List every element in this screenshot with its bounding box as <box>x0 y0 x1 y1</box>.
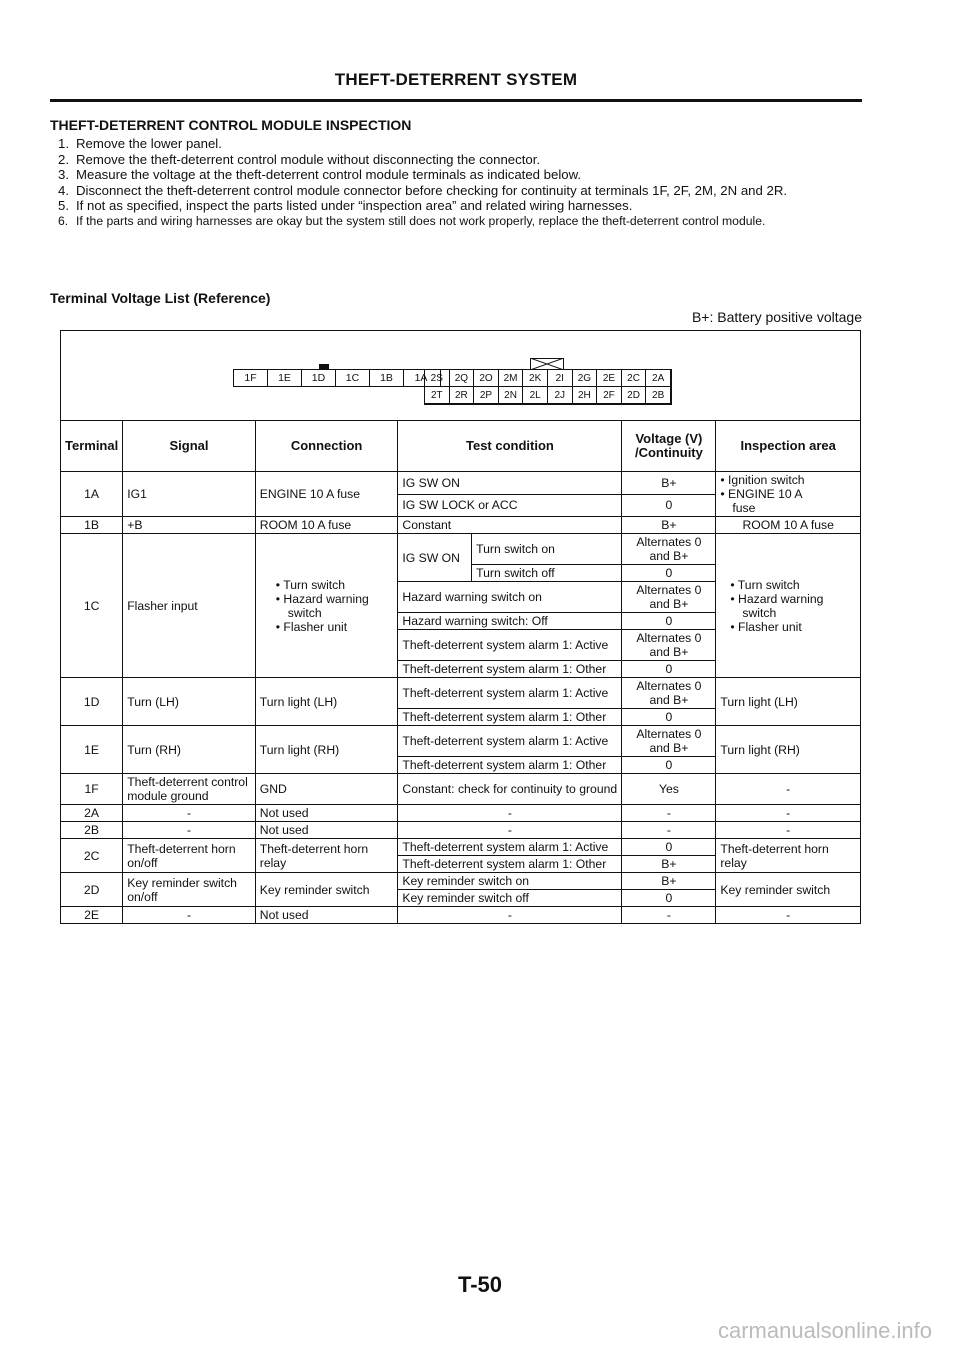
step-text: Remove the lower panel. <box>76 136 222 151</box>
pin-label: 1E <box>268 370 302 386</box>
column-header-voltage: Voltage (V) /Continuity <box>622 421 716 472</box>
test-condition-cell: Theft-deterrent system alarm 1: Other <box>398 709 622 726</box>
terminal-cell: 1B <box>61 517 123 534</box>
connection-item: • Turn switch <box>275 577 346 592</box>
test-condition-cell: Hazard warning switch: Off <box>398 613 622 630</box>
inspection-cell: - <box>716 805 861 822</box>
step-number: 1. <box>58 136 69 151</box>
pin-label: 2B <box>646 387 671 404</box>
test-condition-cell: Theft-deterrent system alarm 1: Active <box>398 630 622 661</box>
connection-item: • Hazard warning <box>275 591 369 606</box>
test-condition-cell: Theft-deterrent system alarm 1: Other <box>398 661 622 678</box>
test-condition-cell: Constant: check for continuity to ground <box>398 774 622 805</box>
test-condition-cell: - <box>398 907 622 924</box>
connection-cell: Key reminder switch <box>255 873 398 907</box>
pin-label: 2Q <box>450 370 475 387</box>
terminal-cell: 2E <box>61 907 123 924</box>
voltage-cell: B+ <box>622 472 716 495</box>
inspection-cell <box>716 472 861 517</box>
pin-label: 2C <box>622 370 647 387</box>
pin-label: 2O <box>474 370 499 387</box>
page-number: T-50 <box>457 1272 503 1297</box>
terminal-cell: 2A <box>61 805 123 822</box>
inspection-item: switch <box>742 605 777 620</box>
connector-1 <box>233 369 441 387</box>
terminal-cell: 2C <box>61 839 123 873</box>
step-item <box>58 136 868 152</box>
table-row <box>61 774 861 805</box>
signal-cell: - <box>123 805 256 822</box>
terminal-cell: 1A <box>61 472 123 517</box>
signal-cell: Turn (RH) <box>123 726 256 774</box>
connection-cell: Not used <box>255 805 398 822</box>
voltage-cell: B+ <box>622 873 716 890</box>
connection-cell: Turn light (LH) <box>255 678 398 726</box>
test-condition-cell: Theft-deterrent system alarm 1: Active <box>398 678 622 709</box>
pin-label: 2E <box>597 370 622 387</box>
column-header-signal: Signal <box>123 421 256 472</box>
pin-label: 2S <box>425 370 450 387</box>
test-condition-cell: Theft-deterrent system alarm 1: Active <box>398 726 622 757</box>
inspection-cell: - <box>716 907 861 924</box>
connector-latch-icon <box>319 364 329 370</box>
step-text: Remove the theft-deterrent control module without disconnecting the connector. <box>76 151 541 167</box>
pin-label: 2M <box>499 370 524 387</box>
pin-label: 2J <box>548 387 573 404</box>
voltage-cell: Alternates 0 and B+ <box>622 678 716 709</box>
test-condition-cell: Turn switch off <box>472 565 622 582</box>
connection-cell: ROOM 10 A fuse <box>255 517 398 534</box>
page-header: THEFT-DETERRENT SYSTEM <box>334 70 578 89</box>
table-header-row <box>61 421 861 472</box>
connection-cell: ENGINE 10 A fuse <box>255 472 398 517</box>
voltage-cell: Alternates 0 and B+ <box>622 726 716 757</box>
connection-item: switch <box>287 605 322 620</box>
pin-label: 1A <box>414 372 428 384</box>
signal-cell: Flasher input <box>123 534 256 678</box>
inspection-cell: ROOM 10 A fuse <box>716 517 861 534</box>
step-item <box>58 214 868 230</box>
table-row <box>61 534 861 565</box>
table-row <box>61 839 861 856</box>
test-condition-cell: Constant <box>398 517 622 534</box>
connection-cell: Turn light (RH) <box>255 726 398 774</box>
pin-label: 2T <box>425 387 450 404</box>
connection-cell <box>255 534 398 678</box>
signal-cell: - <box>123 907 256 924</box>
step-number: 4. <box>58 182 69 198</box>
test-condition-cell: Turn switch on <box>472 534 622 565</box>
header-rule <box>50 99 862 102</box>
voltage-cell: 0 <box>622 494 716 517</box>
signal-cell: - <box>123 822 256 839</box>
pin-label: 2R <box>450 387 475 404</box>
inspection-steps <box>58 136 868 230</box>
connection-cell: GND <box>255 774 398 805</box>
table-row <box>61 472 861 495</box>
test-condition-cell: Theft-deterrent system alarm 1: Other <box>398 757 622 774</box>
battery-voltage-note: B+: Battery positive voltage <box>691 309 862 325</box>
step-item <box>58 198 868 214</box>
voltage-cell: B+ <box>622 856 716 873</box>
table-row <box>61 822 861 839</box>
connection-cell: Not used <box>255 822 398 839</box>
pin-label: 2G <box>573 370 598 387</box>
column-header-connection: Connection <box>255 421 398 472</box>
table-row <box>61 873 861 890</box>
test-condition-cell: Key reminder switch on <box>398 873 622 890</box>
voltage-cell: Yes <box>622 774 716 805</box>
voltage-cell: 0 <box>622 661 716 678</box>
pin-label: 1D <box>302 370 336 386</box>
table-row <box>61 805 861 822</box>
inspection-item: • Flasher unit <box>730 619 802 634</box>
table-row <box>61 726 861 757</box>
section-title: THEFT-DETERRENT CONTROL MODULE INSPECTION <box>50 117 412 133</box>
terminal-cell: 1F <box>61 774 123 805</box>
pin-label: 2H <box>573 387 598 404</box>
connector-diagram <box>60 330 861 420</box>
pin-label: 1C <box>336 370 370 386</box>
voltage-cell: B+ <box>622 517 716 534</box>
step-item <box>58 167 868 183</box>
column-header-terminal: Terminal <box>61 421 123 472</box>
pin-label: 2P <box>474 387 499 404</box>
ig-sw-on-cell: IG SW ON <box>398 534 472 582</box>
column-header-inspection: Inspection area <box>716 421 861 472</box>
pin-label: 2L <box>523 387 548 404</box>
step-text: If the parts and wiring harnesses are okay but the system still does not work properly, replace the theft-deterrent control module. <box>76 213 766 228</box>
step-text: Disconnect the theft-deterrent control module connector before checking for continuity at terminals 1F, 2F, 2M, 2N and 2R. <box>76 182 788 198</box>
voltage-cell: 0 <box>622 839 716 856</box>
terminal-voltage-list-title: Terminal Voltage List (Reference) <box>50 290 271 306</box>
inspection-cell <box>716 534 861 678</box>
step-number: 5. <box>58 198 69 214</box>
inspection-cell: - <box>716 774 861 805</box>
test-condition-cell: - <box>398 805 622 822</box>
voltage-cell: - <box>622 805 716 822</box>
terminal-cell: 2D <box>61 873 123 907</box>
watermark: carmanualsonline.info <box>717 1318 932 1343</box>
inspection-item: • Hazard warning <box>730 591 824 606</box>
step-number: 3. <box>58 167 69 183</box>
step-text: Measure the voltage at the theft-deterrent control module terminals as indicated below. <box>76 167 582 183</box>
terminal-cell: 1C <box>61 534 123 678</box>
inspection-cell: - <box>716 822 861 839</box>
voltage-cell: 0 <box>622 565 716 582</box>
signal-cell: Turn (LH) <box>123 678 256 726</box>
inspection-item: • Ignition switch <box>720 473 805 487</box>
step-item <box>58 152 868 168</box>
test-condition-cell: - <box>398 822 622 839</box>
test-condition-cell: Theft-deterrent system alarm 1: Other <box>398 856 622 873</box>
voltage-cell: Alternates 0 and B+ <box>622 630 716 661</box>
voltage-cell: 0 <box>622 613 716 630</box>
connector-2 <box>424 369 672 405</box>
voltage-cell: 0 <box>622 709 716 726</box>
terminal-cell: 2B <box>61 822 123 839</box>
step-text: If not as specified, inspect the parts listed under “inspection area” and related wiring harnesses. <box>76 198 633 214</box>
voltage-cell: 0 <box>622 890 716 907</box>
pin-label: 2A <box>646 370 671 387</box>
signal-cell: +B <box>123 517 256 534</box>
signal-cell: IG1 <box>123 472 256 517</box>
connection-cell: Theft-deterrent horn relay <box>255 839 398 873</box>
inspection-item: • Turn switch <box>730 577 800 592</box>
inspection-cell: Key reminder switch <box>716 873 861 907</box>
table-row <box>61 678 861 709</box>
signal-cell: Key reminder switch on/off <box>123 873 256 907</box>
connection-cell: Not used <box>255 907 398 924</box>
inspection-item: • ENGINE 10 A <box>720 487 803 501</box>
pin-label: 2I <box>548 370 573 387</box>
pin-label: 1B <box>370 370 404 386</box>
step-item <box>58 183 868 199</box>
inspection-cell: Theft-deterrent horn relay <box>716 839 861 873</box>
test-condition-cell: IG SW ON <box>398 472 622 495</box>
terminal-cell: 1D <box>61 678 123 726</box>
signal-cell: Theft-deterrent horn on/off <box>123 839 256 873</box>
inspection-cell: Turn light (RH) <box>716 726 861 774</box>
connection-item: • Flasher unit <box>275 619 348 634</box>
pin-label: 2D <box>622 387 647 404</box>
table-row <box>61 517 861 534</box>
voltage-cell: - <box>622 907 716 924</box>
test-condition-cell: IG SW LOCK or ACC <box>398 494 622 517</box>
pin-label: 2K <box>523 370 548 387</box>
terminal-cell: 1E <box>61 726 123 774</box>
signal-cell: Theft-deterrent control module ground <box>123 774 256 805</box>
voltage-cell: 0 <box>622 757 716 774</box>
table-row <box>61 907 861 924</box>
voltage-cell: Alternates 0 and B+ <box>622 534 716 565</box>
column-header-test-condition: Test condition <box>398 421 622 472</box>
test-condition-cell: Theft-deterrent system alarm 1: Active <box>398 839 622 856</box>
voltage-cell: - <box>622 822 716 839</box>
test-condition-cell: Key reminder switch off <box>398 890 622 907</box>
voltage-cell: Alternates 0 and B+ <box>622 582 716 613</box>
pin-label: 1F <box>234 370 268 386</box>
step-number: 2. <box>58 151 69 167</box>
connector-latch-icon <box>530 358 564 370</box>
test-condition-cell: Hazard warning switch on <box>398 582 622 613</box>
step-number: 6. <box>58 213 69 228</box>
pin-label: 2F <box>597 387 622 404</box>
terminal-voltage-table <box>60 420 861 924</box>
inspection-item: fuse <box>732 501 756 515</box>
pin-label: 2N <box>499 387 524 404</box>
inspection-cell: Turn light (LH) <box>716 678 861 726</box>
